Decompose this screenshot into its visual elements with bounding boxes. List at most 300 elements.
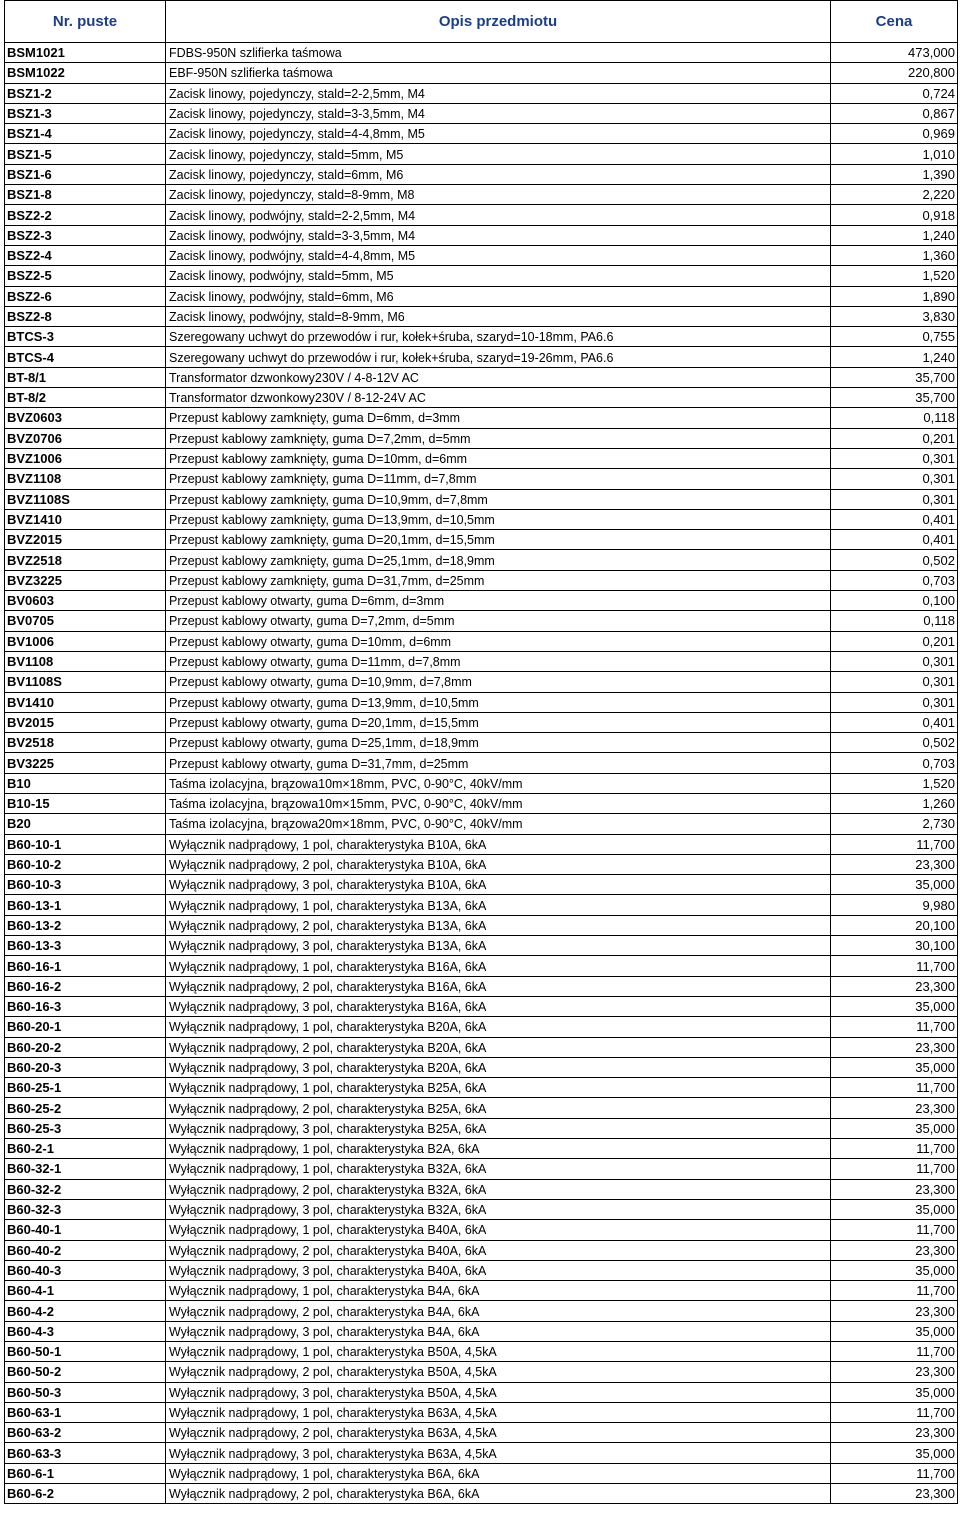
table-row xyxy=(5,1463,958,1483)
item-code-cell: B60-4-2 xyxy=(5,1301,166,1321)
item-description-text: Przepust kablowy zamknięty, guma D=7,2mm, d=5mm xyxy=(169,430,471,446)
item-price-cell: 35,000 xyxy=(831,1057,958,1077)
item-price-cell: 2,220 xyxy=(831,185,958,205)
table-row xyxy=(5,245,958,265)
item-description-cell xyxy=(166,550,831,570)
table-row xyxy=(5,915,958,935)
table-row xyxy=(5,1240,958,1260)
item-description-text: Wyłącznik nadprądowy, 1 pol, charakterystyka B63A, 4,5kA xyxy=(169,1405,497,1421)
item-description-cell xyxy=(166,144,831,164)
item-price-cell: 11,700 xyxy=(831,1078,958,1098)
item-price-cell: 0,118 xyxy=(831,408,958,428)
item-price-cell: 11,700 xyxy=(831,1017,958,1037)
item-description-cell xyxy=(166,1139,831,1159)
item-description-text: Wyłącznik nadprądowy, 1 pol, charakterystyka B6A, 6kA xyxy=(169,1465,480,1481)
item-description-text: Przepust kablowy otwarty, guma D=13,9mm, d=10,5mm xyxy=(169,694,479,710)
item-code-cell: BT-8/2 xyxy=(5,388,166,408)
item-description-text: Zacisk linowy, pojedynczy, stald=3-3,5mm, M4 xyxy=(169,106,425,122)
item-price-cell: 0,118 xyxy=(831,611,958,631)
item-description-text: Szeregowany uchwyt do przewodów i rur, kołek+śruba, szaryd=10-18mm, PA6.6 xyxy=(169,329,614,345)
item-description-text: Wyłącznik nadprądowy, 2 pol, charakterystyka B20A, 6kA xyxy=(169,1039,487,1055)
item-description-text: Wyłącznik nadprądowy, 3 pol, charakterystyka B32A, 6kA xyxy=(169,1202,487,1218)
item-price-cell: 35,700 xyxy=(831,388,958,408)
item-description-text: Wyłącznik nadprądowy, 3 pol, charakterystyka B50A, 4,5kA xyxy=(169,1384,497,1400)
table-row xyxy=(5,712,958,732)
table-row xyxy=(5,773,958,793)
item-description-text: Wyłącznik nadprądowy, 3 pol, charakterystyka B13A, 6kA xyxy=(169,938,487,954)
item-price-cell: 0,867 xyxy=(831,103,958,123)
table-row xyxy=(5,367,958,387)
item-description-cell xyxy=(166,631,831,651)
table-row xyxy=(5,469,958,489)
item-description-cell xyxy=(166,1281,831,1301)
item-description-cell xyxy=(166,124,831,144)
item-description-cell xyxy=(166,672,831,692)
item-code-cell: B60-13-3 xyxy=(5,936,166,956)
item-description-cell xyxy=(166,793,831,813)
table-row xyxy=(5,1057,958,1077)
item-description-text: Przepust kablowy otwarty, guma D=25,1mm, d=18,9mm xyxy=(169,735,479,751)
item-code-cell: B60-13-2 xyxy=(5,915,166,935)
item-code-cell: B60-20-1 xyxy=(5,1017,166,1037)
item-description-cell xyxy=(166,347,831,367)
table-row xyxy=(5,225,958,245)
item-price-cell: 0,301 xyxy=(831,448,958,468)
table-row xyxy=(5,1484,958,1504)
item-code-cell: B60-50-3 xyxy=(5,1382,166,1402)
table-row xyxy=(5,144,958,164)
item-code-cell: BVZ0706 xyxy=(5,428,166,448)
item-price-cell: 23,300 xyxy=(831,1098,958,1118)
item-description-cell xyxy=(166,185,831,205)
table-row xyxy=(5,266,958,286)
item-description-cell xyxy=(166,1240,831,1260)
item-price-cell: 30,100 xyxy=(831,936,958,956)
item-description-text: Zacisk linowy, podwójny, stald=2-2,5mm, M4 xyxy=(169,207,416,223)
item-description-cell xyxy=(166,530,831,550)
item-code-cell: B60-40-3 xyxy=(5,1260,166,1280)
table-row xyxy=(5,733,958,753)
item-code-cell: BSZ2-4 xyxy=(5,245,166,265)
item-description-text: Zacisk linowy, podwójny, stald=3-3,5mm, M4 xyxy=(169,227,416,243)
item-price-cell: 11,700 xyxy=(831,956,958,976)
item-price-cell: 20,100 xyxy=(831,915,958,935)
item-description-cell xyxy=(166,367,831,387)
item-description-cell xyxy=(166,1098,831,1118)
item-description-text: Wyłącznik nadprądowy, 2 pol, charakterystyka B4A, 6kA xyxy=(169,1303,480,1319)
item-code-cell: BSZ1-5 xyxy=(5,144,166,164)
item-code-cell: B60-4-3 xyxy=(5,1321,166,1341)
item-description-cell xyxy=(166,1484,831,1504)
item-description-cell xyxy=(166,1220,831,1240)
table-row xyxy=(5,1179,958,1199)
item-price-cell: 35,000 xyxy=(831,1260,958,1280)
table-row xyxy=(5,692,958,712)
item-code-cell: BVZ2015 xyxy=(5,530,166,550)
item-description-text: Wyłącznik nadprądowy, 3 pol, charakterystyka B20A, 6kA xyxy=(169,1059,487,1075)
item-description-cell xyxy=(166,63,831,83)
item-description-cell xyxy=(166,692,831,712)
item-description-text: FDBS-950N szlifierka taśmowa xyxy=(169,45,342,61)
item-code-cell: BV2518 xyxy=(5,733,166,753)
item-description-text: Wyłącznik nadprądowy, 3 pol, charakterystyka B25A, 6kA xyxy=(169,1120,487,1136)
item-price-cell: 1,240 xyxy=(831,225,958,245)
table-body xyxy=(5,43,958,1504)
table-row xyxy=(5,936,958,956)
item-price-cell: 1,520 xyxy=(831,266,958,286)
item-description-text: Zacisk linowy, podwójny, stald=6mm, M6 xyxy=(169,288,394,304)
item-code-cell: B20 xyxy=(5,814,166,834)
item-code-cell: B60-10-1 xyxy=(5,834,166,854)
item-description-text: Wyłącznik nadprądowy, 1 pol, charakterystyka B25A, 6kA xyxy=(169,1080,487,1096)
item-description-text: Taśma izolacyjna, brązowa10m×15mm, PVC, 0-90°C, 40kV/mm xyxy=(169,796,523,812)
item-code-cell: B60-32-3 xyxy=(5,1199,166,1219)
item-code-cell: B60-20-3 xyxy=(5,1057,166,1077)
table-row xyxy=(5,1423,958,1443)
item-description-cell xyxy=(166,1382,831,1402)
table-row xyxy=(5,875,958,895)
item-description-cell xyxy=(166,245,831,265)
item-description-text: Wyłącznik nadprądowy, 2 pol, charakterystyka B50A, 4,5kA xyxy=(169,1364,497,1380)
table-row xyxy=(5,1342,958,1362)
item-description-text: Wyłącznik nadprądowy, 2 pol, charakterystyka B16A, 6kA xyxy=(169,978,487,994)
table-row xyxy=(5,1362,958,1382)
table-row xyxy=(5,1017,958,1037)
item-code-cell: B60-50-1 xyxy=(5,1342,166,1362)
item-description-text: Wyłącznik nadprądowy, 2 pol, charakterystyka B63A, 4,5kA xyxy=(169,1425,497,1441)
table-row xyxy=(5,956,958,976)
item-description-text: Przepust kablowy otwarty, guma D=10,9mm, d=7,8mm xyxy=(169,674,472,690)
table-row xyxy=(5,651,958,671)
item-code-cell: BV0705 xyxy=(5,611,166,631)
item-code-cell: BT-8/1 xyxy=(5,367,166,387)
item-description-text: Wyłącznik nadprądowy, 2 pol, charakterystyka B10A, 6kA xyxy=(169,857,487,873)
item-code-cell: BSZ1-6 xyxy=(5,164,166,184)
item-code-cell: BSZ1-8 xyxy=(5,185,166,205)
item-description-cell xyxy=(166,509,831,529)
item-description-cell xyxy=(166,448,831,468)
table-row xyxy=(5,448,958,468)
item-description-text: Wyłącznik nadprądowy, 2 pol, charakterystyka B13A, 6kA xyxy=(169,917,487,933)
item-description-text: Zacisk linowy, podwójny, stald=5mm, M5 xyxy=(169,268,394,284)
table-row xyxy=(5,1078,958,1098)
item-description-cell xyxy=(166,103,831,123)
table-row xyxy=(5,489,958,509)
item-description-cell xyxy=(166,1342,831,1362)
item-price-cell: 35,700 xyxy=(831,367,958,387)
item-description-cell xyxy=(166,1037,831,1057)
item-description-text: Przepust kablowy otwarty, guma D=11mm, d=7,8mm xyxy=(169,654,461,670)
item-price-cell: 1,260 xyxy=(831,793,958,813)
table-row xyxy=(5,895,958,915)
item-price-cell: 11,700 xyxy=(831,1281,958,1301)
item-code-cell: BSZ1-2 xyxy=(5,83,166,103)
table-row xyxy=(5,1301,958,1321)
table-row xyxy=(5,834,958,854)
item-price-cell: 0,401 xyxy=(831,712,958,732)
item-price-cell: 35,000 xyxy=(831,1321,958,1341)
table-row xyxy=(5,408,958,428)
item-code-cell: BVZ1410 xyxy=(5,509,166,529)
item-description-cell xyxy=(166,956,831,976)
item-code-cell: B60-16-1 xyxy=(5,956,166,976)
table-row xyxy=(5,124,958,144)
item-code-cell: BV0603 xyxy=(5,591,166,611)
item-description-text: Przepust kablowy zamknięty, guma D=20,1mm, d=15,5mm xyxy=(169,532,495,548)
table-row xyxy=(5,976,958,996)
item-description-cell xyxy=(166,1423,831,1443)
item-description-text: Wyłącznik nadprądowy, 3 pol, charakterystyka B10A, 6kA xyxy=(169,877,487,893)
item-description-cell xyxy=(166,1078,831,1098)
item-description-text: Wyłącznik nadprądowy, 2 pol, charakterystyka B40A, 6kA xyxy=(169,1242,487,1258)
item-description-text: Wyłącznik nadprądowy, 1 pol, charakterystyka B10A, 6kA xyxy=(169,836,487,852)
item-description-cell xyxy=(166,733,831,753)
column-header-price: Cena xyxy=(831,1,958,43)
item-description-cell xyxy=(166,1463,831,1483)
table-row xyxy=(5,306,958,326)
item-description-cell xyxy=(166,388,831,408)
item-code-cell: BV2015 xyxy=(5,712,166,732)
item-price-cell: 1,010 xyxy=(831,144,958,164)
item-description-cell xyxy=(166,408,831,428)
item-description-text: Wyłącznik nadprądowy, 3 pol, charakterystyka B4A, 6kA xyxy=(169,1323,480,1339)
table-row xyxy=(5,1037,958,1057)
item-description-cell xyxy=(166,205,831,225)
table-row xyxy=(5,1220,958,1240)
item-description-cell xyxy=(166,225,831,245)
item-description-cell xyxy=(166,469,831,489)
item-description-cell xyxy=(166,895,831,915)
item-code-cell: BSZ1-4 xyxy=(5,124,166,144)
item-description-cell xyxy=(166,286,831,306)
table-row xyxy=(5,793,958,813)
item-description-text: Wyłącznik nadprądowy, 3 pol, charakterystyka B40A, 6kA xyxy=(169,1262,487,1278)
item-description-cell xyxy=(166,1057,831,1077)
item-price-cell: 35,000 xyxy=(831,875,958,895)
item-code-cell: B60-10-3 xyxy=(5,875,166,895)
item-code-cell: B60-25-2 xyxy=(5,1098,166,1118)
item-description-cell xyxy=(166,1199,831,1219)
table-row xyxy=(5,1098,958,1118)
item-code-cell: B60-16-2 xyxy=(5,976,166,996)
item-price-cell: 11,700 xyxy=(831,834,958,854)
price-list-sheet xyxy=(4,0,957,1504)
table-row xyxy=(5,286,958,306)
table-row xyxy=(5,631,958,651)
item-description-cell xyxy=(166,834,831,854)
item-code-cell: BV1410 xyxy=(5,692,166,712)
item-price-cell: 23,300 xyxy=(831,976,958,996)
item-price-cell: 1,390 xyxy=(831,164,958,184)
item-price-cell: 23,300 xyxy=(831,1423,958,1443)
item-description-text: Zacisk linowy, podwójny, stald=4-4,8mm, M5 xyxy=(169,248,416,264)
item-description-cell xyxy=(166,936,831,956)
item-price-cell: 11,700 xyxy=(831,1159,958,1179)
item-price-cell: 35,000 xyxy=(831,1199,958,1219)
item-price-cell: 473,000 xyxy=(831,43,958,63)
item-description-cell xyxy=(166,428,831,448)
item-price-cell: 11,700 xyxy=(831,1463,958,1483)
item-description-text: Zacisk linowy, pojedynczy, stald=6mm, M6 xyxy=(169,166,404,182)
item-price-cell: 0,301 xyxy=(831,489,958,509)
item-code-cell: BVZ0603 xyxy=(5,408,166,428)
table-row xyxy=(5,509,958,529)
item-code-cell: B60-16-3 xyxy=(5,996,166,1016)
item-description-cell xyxy=(166,570,831,590)
item-code-cell: BSZ2-6 xyxy=(5,286,166,306)
table-row xyxy=(5,753,958,773)
item-description-cell xyxy=(166,83,831,103)
item-code-cell: BV1108S xyxy=(5,672,166,692)
item-code-cell: BVZ2518 xyxy=(5,550,166,570)
header-row xyxy=(5,1,958,43)
item-description-text: Transformator dzwonkowy230V / 8-12-24V AC xyxy=(169,390,426,406)
item-price-cell: 23,300 xyxy=(831,1301,958,1321)
item-description-cell xyxy=(166,1159,831,1179)
table-row xyxy=(5,1199,958,1219)
item-code-cell: BTCS-4 xyxy=(5,347,166,367)
item-code-cell: B60-4-1 xyxy=(5,1281,166,1301)
table-row xyxy=(5,570,958,590)
table-row xyxy=(5,1159,958,1179)
item-price-cell: 0,918 xyxy=(831,205,958,225)
item-description-text: Zacisk linowy, pojedynczy, stald=8-9mm, M8 xyxy=(169,187,415,203)
item-price-cell: 0,301 xyxy=(831,469,958,489)
item-description-text: Wyłącznik nadprądowy, 1 pol, charakterystyka B4A, 6kA xyxy=(169,1283,480,1299)
item-description-text: Przepust kablowy zamknięty, guma D=6mm, d=3mm xyxy=(169,410,461,426)
item-description-text: Przepust kablowy zamknięty, guma D=10mm, d=6mm xyxy=(169,451,468,467)
item-description-text: Wyłącznik nadprądowy, 1 pol, charakterystyka B40A, 6kA xyxy=(169,1222,487,1238)
item-code-cell: BVZ3225 xyxy=(5,570,166,590)
item-price-cell: 3,830 xyxy=(831,306,958,326)
item-price-cell: 0,703 xyxy=(831,570,958,590)
item-code-cell: BSZ2-8 xyxy=(5,306,166,326)
item-description-text: Zacisk linowy, pojedynczy, stald=2-2,5mm, M4 xyxy=(169,85,425,101)
table-row xyxy=(5,591,958,611)
table-row xyxy=(5,1443,958,1463)
table-row xyxy=(5,1118,958,1138)
item-code-cell: B10-15 xyxy=(5,793,166,813)
item-description-text: Wyłącznik nadprądowy, 2 pol, charakterystyka B25A, 6kA xyxy=(169,1100,487,1116)
item-description-text: Wyłącznik nadprądowy, 1 pol, charakterystyka B50A, 4,5kA xyxy=(169,1344,497,1360)
item-price-cell: 0,301 xyxy=(831,651,958,671)
item-description-cell xyxy=(166,591,831,611)
table-row xyxy=(5,1382,958,1402)
item-description-cell xyxy=(166,854,831,874)
table-row xyxy=(5,43,958,63)
item-description-text: Przepust kablowy otwarty, guma D=6mm, d=3mm xyxy=(169,593,445,609)
item-code-cell: B60-25-1 xyxy=(5,1078,166,1098)
item-description-cell xyxy=(166,814,831,834)
item-price-cell: 0,201 xyxy=(831,428,958,448)
item-price-cell: 9,980 xyxy=(831,895,958,915)
item-code-cell: B60-20-2 xyxy=(5,1037,166,1057)
item-description-cell xyxy=(166,1402,831,1422)
item-description-text: Wyłącznik nadprądowy, 1 pol, charakterystyka B13A, 6kA xyxy=(169,897,487,913)
item-description-text: Wyłącznik nadprądowy, 2 pol, charakterystyka B32A, 6kA xyxy=(169,1181,487,1197)
item-description-cell xyxy=(166,1260,831,1280)
item-code-cell: BVZ1108 xyxy=(5,469,166,489)
table-row xyxy=(5,672,958,692)
item-description-text: Wyłącznik nadprądowy, 1 pol, charakterystyka B32A, 6kA xyxy=(169,1161,487,1177)
item-description-cell xyxy=(166,1443,831,1463)
item-description-cell xyxy=(166,753,831,773)
item-description-text: Zacisk linowy, podwójny, stald=8-9mm, M6 xyxy=(169,309,405,324)
item-price-cell: 0,724 xyxy=(831,83,958,103)
item-description-text: Przepust kablowy zamknięty, guma D=10,9mm, d=7,8mm xyxy=(169,491,488,507)
item-price-cell: 35,000 xyxy=(831,1382,958,1402)
item-code-cell: BV3225 xyxy=(5,753,166,773)
item-code-cell: B60-10-2 xyxy=(5,854,166,874)
item-description-text: Przepust kablowy zamknięty, guma D=11mm, d=7,8mm xyxy=(169,471,477,487)
item-description-cell xyxy=(166,1118,831,1138)
item-code-cell: B60-50-2 xyxy=(5,1362,166,1382)
item-price-cell: 0,401 xyxy=(831,530,958,550)
item-description-cell xyxy=(166,976,831,996)
item-code-cell: B10 xyxy=(5,773,166,793)
item-description-text: EBF-950N szlifierka taśmowa xyxy=(169,65,333,81)
item-code-cell: B60-63-1 xyxy=(5,1402,166,1422)
item-code-cell: B60-63-3 xyxy=(5,1443,166,1463)
item-description-text: Wyłącznik nadprądowy, 1 pol, charakterystyka B16A, 6kA xyxy=(169,958,487,974)
item-description-cell xyxy=(166,306,831,326)
item-description-cell xyxy=(166,875,831,895)
item-price-cell: 35,000 xyxy=(831,1443,958,1463)
item-price-cell: 11,700 xyxy=(831,1220,958,1240)
item-code-cell: B60-32-2 xyxy=(5,1179,166,1199)
item-price-cell: 23,300 xyxy=(831,1179,958,1199)
item-description-cell xyxy=(166,773,831,793)
item-price-cell: 0,703 xyxy=(831,753,958,773)
item-code-cell: BSM1021 xyxy=(5,43,166,63)
item-price-cell: 35,000 xyxy=(831,996,958,1016)
item-code-cell: B60-6-2 xyxy=(5,1484,166,1504)
table-row xyxy=(5,814,958,834)
item-code-cell: B60-2-1 xyxy=(5,1139,166,1159)
item-code-cell: B60-6-1 xyxy=(5,1463,166,1483)
item-description-text: Szeregowany uchwyt do przewodów i rur, kołek+śruba, szaryd=19-26mm, PA6.6 xyxy=(169,349,614,365)
table-row xyxy=(5,83,958,103)
item-code-cell: BV1108 xyxy=(5,651,166,671)
table-row xyxy=(5,63,958,83)
item-description-text: Przepust kablowy otwarty, guma D=10mm, d=6mm xyxy=(169,633,452,649)
table-header xyxy=(5,1,958,43)
item-price-cell: 220,800 xyxy=(831,63,958,83)
item-description-text: Taśma izolacyjna, brązowa10m×18mm, PVC, 0-90°C, 40kV/mm xyxy=(169,775,523,791)
item-description-text: Wyłącznik nadprądowy, 3 pol, charakterystyka B63A, 4,5kA xyxy=(169,1445,497,1461)
item-description-text: Przepust kablowy otwarty, guma D=20,1mm, d=15,5mm xyxy=(169,714,479,730)
table-row xyxy=(5,611,958,631)
table-row xyxy=(5,1402,958,1422)
item-description-cell xyxy=(166,489,831,509)
item-price-cell: 0,969 xyxy=(831,124,958,144)
item-code-cell: B60-40-1 xyxy=(5,1220,166,1240)
column-header-description: Opis przedmiotu xyxy=(166,1,831,43)
item-price-cell: 1,360 xyxy=(831,245,958,265)
item-description-text: Transformator dzwonkowy230V / 4-8-12V AC xyxy=(169,369,419,385)
table-row xyxy=(5,327,958,347)
table-row xyxy=(5,205,958,225)
item-description-text: Wyłącznik nadprądowy, 3 pol, charakterystyka B16A, 6kA xyxy=(169,999,487,1015)
item-code-cell: BVZ1006 xyxy=(5,448,166,468)
item-description-text: Przepust kablowy zamknięty, guma D=25,1mm, d=18,9mm xyxy=(169,552,495,568)
item-description-text: Przepust kablowy otwarty, guma D=31,7mm, d=25mm xyxy=(169,755,469,771)
item-description-cell xyxy=(166,1301,831,1321)
item-price-cell: 23,300 xyxy=(831,1037,958,1057)
item-price-cell: 0,100 xyxy=(831,591,958,611)
item-description-cell xyxy=(166,1017,831,1037)
item-price-cell: 1,520 xyxy=(831,773,958,793)
